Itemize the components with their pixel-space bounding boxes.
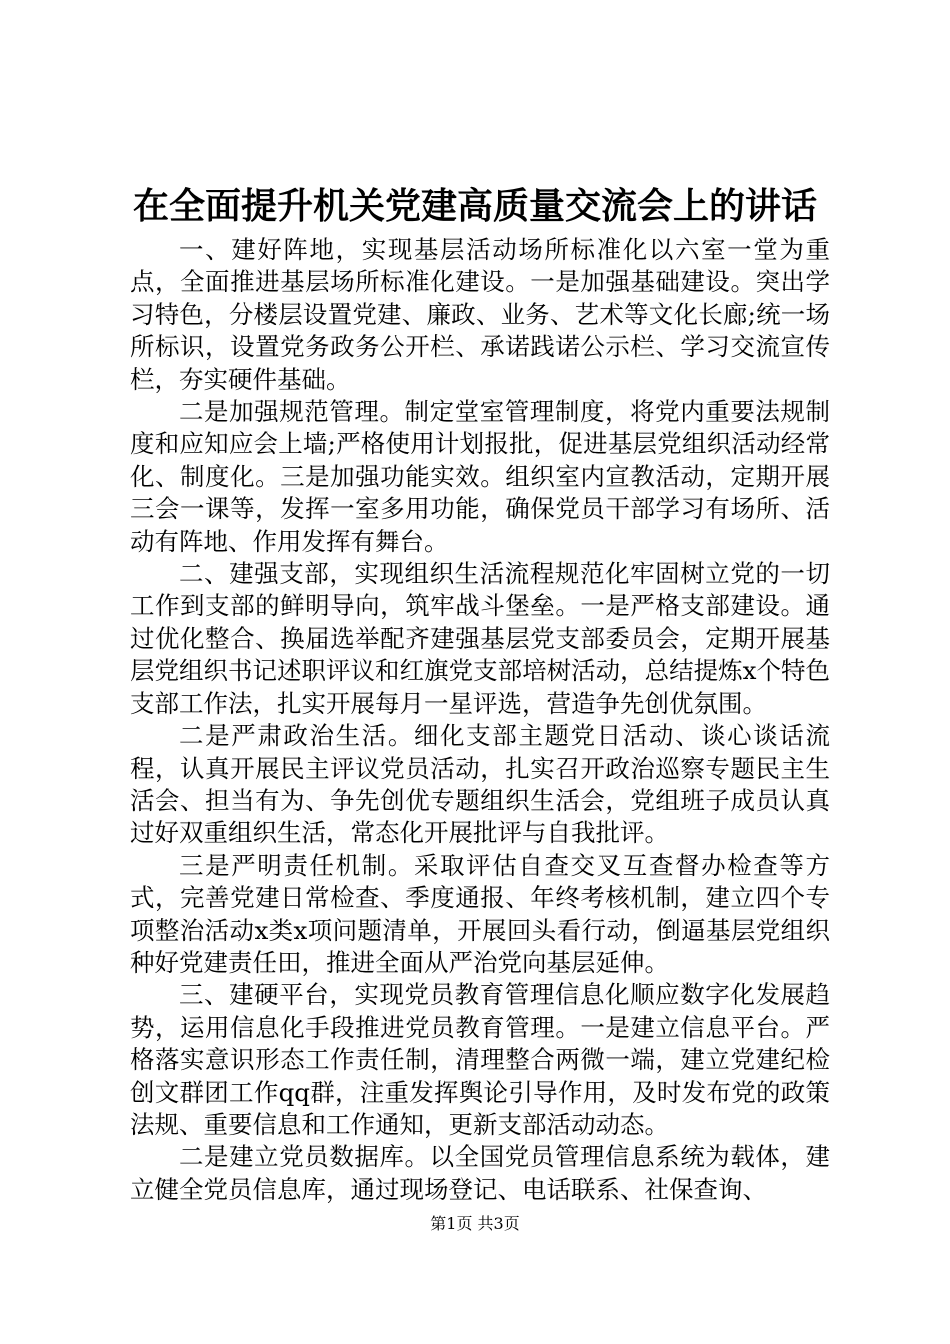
document-body	[130, 234, 830, 1206]
paragraph: 二、建强支部，实现组织生活流程规范化牢固树立党的一切工作到支部的鲜明导向，筑牢战斗堡垒。一是严格支部建设。通过优化整合、换届选举配齐建强基层党支部委员会，定期开展基层党组织书记述职评议和红旗党支部培树活动，总结提炼x个特色支部工作法，扎实开展每月一星评选，营造争先创优氛围。	[130, 559, 830, 718]
page-number-footer: 第1页 共3页	[430, 1214, 520, 1233]
paragraph: 二是加强规范管理。制定堂室管理制度，将党内重要法规制度和应知应会上墙;严格使用计划报批，促进基层党组织活动经常化、制度化。三是加强功能实效。组织室内宣教活动，定期开展三会一课等，发挥一室多用功能，确保党员干部学习有场所、活动有阵地、作用发挥有舞台。	[130, 397, 830, 556]
paragraph: 三、建硬平台，实现党员教育管理信息化顺应数字化发展趋势，运用信息化手段推进党员教育管理。一是建立信息平台。严格落实意识形态工作责任制，清理整合两微一端，建立党建纪检创文群团工作qq群，注重发挥舆论引导作用，及时发布党的政策法规、重要信息和工作通知，更新支部活动动态。	[130, 980, 830, 1139]
paragraph: 三是严明责任机制。采取评估自查交叉互查督办检查等方式，完善党建日常检查、季度通报、年终考核机制，建立四个专项整治活动x类x项问题清单，开展回头看行动，倒逼基层党组织种好党建责任田，推进全面从严治党向基层延伸。	[130, 850, 830, 977]
paragraph: 二是建立党员数据库。以全国党员管理信息系统为载体，建立健全党员信息库，通过现场登记、电话联系、社保查询、	[130, 1142, 830, 1204]
document-title: 在全面提升机关党建高质量交流会上的讲话	[132, 185, 817, 227]
paragraph: 一、建好阵地，实现基层活动场所标准化以六室一堂为重点，全面推进基层场所标准化建设。一是加强基础建设。突出学习特色，分楼层设置党建、廉政、业务、艺术等文化长廊;统一场所标识，设置党务政务公开栏、承诺践诺公示栏、学习交流宣传栏，夯实硬件基础。	[130, 235, 830, 394]
paragraph: 二是严肃政治生活。细化支部主题党日活动、谈心谈话流程，认真开展民主评议党员活动，扎实召开政治巡察专题民主生活会、担当有为、争先创优专题组织生活会，党组班子成员认真过好双重组织生活，常态化开展批评与自我批评。	[130, 721, 830, 848]
